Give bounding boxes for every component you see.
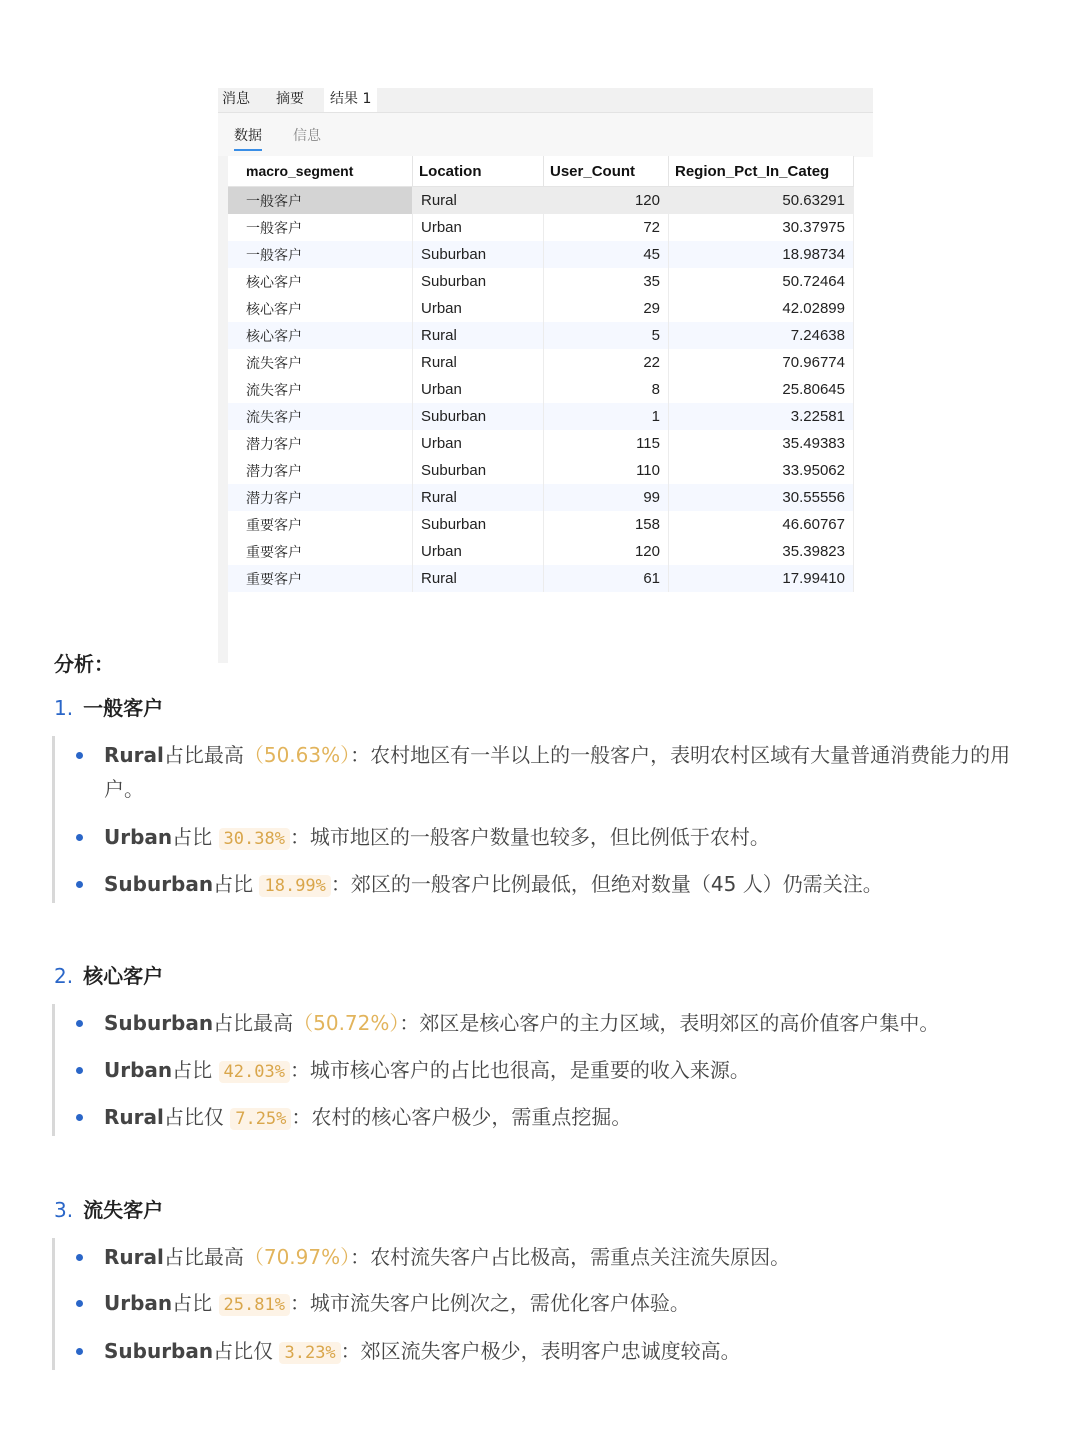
cell-segment[interactable]: 一般客户 [228, 241, 413, 268]
cell-user-count[interactable]: 120 [544, 187, 669, 215]
percent-value: （50.72%） [293, 1011, 400, 1035]
bullet-icon [76, 1114, 83, 1121]
cell-region-pct[interactable]: 33.95062 [669, 457, 854, 484]
cell-region-pct[interactable]: 7.24638 [669, 322, 854, 349]
lead-text: 占比仅 [213, 1339, 274, 1363]
description-text: ：城市流失客户比例次之，需优化客户体验。 [289, 1291, 690, 1315]
percent-value: 42.03% [219, 1061, 290, 1083]
bullet-icon [76, 1254, 83, 1261]
cell-region-pct[interactable]: 3.22581 [669, 403, 854, 430]
row-header-strip [218, 156, 228, 663]
cell-location[interactable]: Rural [413, 322, 544, 349]
description-text: ：农村的核心客户极少，需重点挖掘。 [291, 1105, 632, 1129]
table-row[interactable] [228, 214, 854, 241]
cell-segment[interactable]: 一般客户 [228, 214, 413, 241]
cell-location[interactable]: Suburban [413, 511, 544, 538]
cell-segment[interactable]: 潜力客户 [228, 484, 413, 511]
cell-region-pct[interactable]: 18.98734 [669, 241, 854, 268]
cell-segment[interactable]: 流失客户 [228, 403, 413, 430]
bullet-icon [76, 1020, 83, 1027]
table-row[interactable] [228, 349, 854, 376]
cell-user-count[interactable]: 35 [544, 268, 669, 295]
column-header-user-count[interactable]: User_Count [544, 156, 669, 187]
cell-user-count[interactable]: 5 [544, 322, 669, 349]
grid-header-row [228, 156, 854, 187]
cell-region-pct[interactable]: 30.37975 [669, 214, 854, 241]
section-title: 流失客户 [83, 1198, 164, 1222]
cell-user-count[interactable]: 110 [544, 457, 669, 484]
lead-text: 占比 [213, 872, 254, 896]
percent-value: 7.25% [230, 1108, 291, 1130]
cell-segment[interactable]: 流失客户 [228, 376, 413, 403]
bullet-icon [76, 1067, 83, 1074]
cell-region-pct[interactable]: 35.49383 [669, 430, 854, 457]
table-row[interactable] [228, 565, 854, 592]
location-label: Rural [104, 1245, 164, 1269]
location-label: Suburban [104, 1011, 214, 1035]
cell-region-pct[interactable]: 42.02899 [669, 295, 854, 322]
cell-region-pct[interactable]: 50.63291 [669, 187, 854, 215]
list-item [76, 820, 1026, 856]
section-number: 2. [54, 964, 74, 988]
description-text: ：农村地区有一半以上的一般客户，表明农村区域有大量普通消费能力的用户。 [104, 743, 1011, 801]
cell-region-pct[interactable]: 50.72464 [669, 268, 854, 295]
table-row[interactable] [228, 457, 854, 484]
bullet-icon [76, 881, 83, 888]
column-header-location[interactable]: Location [413, 156, 544, 187]
location-label: Suburban [104, 1339, 214, 1363]
description-text: ：郊区流失客户极少，表明客户忠诚度较高。 [340, 1339, 741, 1363]
cell-location[interactable]: Suburban [413, 457, 544, 484]
cell-region-pct[interactable]: 30.55556 [669, 484, 854, 511]
cell-segment[interactable]: 核心客户 [228, 322, 413, 349]
description-text: ：农村流失客户占比极高，需重点关注流失原因。 [350, 1245, 791, 1269]
description-text: ：城市核心客户的占比也很高，是重要的收入来源。 [289, 1058, 750, 1082]
column-header-macro-segment[interactable]: macro_segment [228, 156, 413, 187]
percent-value: 18.99% [259, 875, 330, 897]
cell-location[interactable]: Urban [413, 430, 544, 457]
cell-segment[interactable]: 流失客户 [228, 349, 413, 376]
table-row[interactable] [228, 538, 854, 565]
lead-text: 占比最高 [163, 743, 244, 767]
cell-region-pct[interactable]: 35.39823 [669, 538, 854, 565]
cell-region-pct[interactable]: 17.99410 [669, 565, 854, 592]
cell-region-pct[interactable]: 70.96774 [669, 349, 854, 376]
cell-region-pct[interactable]: 25.80645 [669, 376, 854, 403]
location-label: Rural [104, 1105, 164, 1129]
blockquote-bar [52, 736, 55, 903]
location-label: Suburban [104, 872, 214, 896]
cell-location[interactable]: Rural [413, 187, 544, 215]
cell-segment[interactable]: 重要客户 [228, 538, 413, 565]
percent-value: （50.63%） [243, 743, 351, 767]
list-item [76, 1100, 1026, 1136]
lead-text: 占比最高 [213, 1011, 294, 1035]
table-row[interactable] [228, 511, 854, 538]
section-title: 核心客户 [83, 964, 164, 988]
column-header-region-pct[interactable]: Region_Pct_In_Categ [669, 156, 854, 187]
section-heading [54, 1194, 163, 1223]
lead-text: 占比仅 [163, 1105, 224, 1129]
cell-location[interactable]: Urban [413, 376, 544, 403]
tab-summary[interactable]: 摘要 [276, 91, 304, 107]
lead-text: 占比 [172, 1058, 213, 1082]
table-row[interactable] [228, 187, 854, 215]
section-heading [54, 692, 163, 721]
cell-user-count[interactable]: 120 [544, 538, 669, 565]
subtab-info[interactable]: 信息 [293, 128, 321, 144]
description-text: ：郊区的一般客户比例最低，但绝对数量（45 人）仍需关注。 [330, 872, 883, 896]
cell-segment[interactable]: 一般客户 [228, 187, 413, 215]
table-row[interactable] [228, 403, 854, 430]
table-row[interactable] [228, 376, 854, 403]
cell-segment[interactable]: 重要客户 [228, 511, 413, 538]
cell-segment[interactable]: 核心客户 [228, 268, 413, 295]
cell-location[interactable]: Urban [413, 538, 544, 565]
bullet-icon [76, 1300, 83, 1307]
list-item [76, 1053, 1026, 1089]
location-label: Rural [104, 743, 164, 767]
section-number: 1. [54, 696, 74, 720]
list-item [76, 867, 1026, 903]
percent-value: 3.23% [279, 1342, 340, 1364]
tab-messages[interactable]: 消息 [222, 91, 250, 107]
cell-location[interactable]: Suburban [413, 268, 544, 295]
cell-user-count[interactable]: 72 [544, 214, 669, 241]
cell-user-count[interactable]: 8 [544, 376, 669, 403]
cell-user-count[interactable]: 115 [544, 430, 669, 457]
cell-user-count[interactable]: 61 [544, 565, 669, 592]
cell-location[interactable]: Suburban [413, 403, 544, 430]
result-grid [228, 156, 854, 592]
cell-location[interactable]: Suburban [413, 241, 544, 268]
location-label: Urban [104, 1058, 173, 1082]
tab-result-1[interactable]: 结果 1 [324, 88, 377, 112]
list-item [76, 1286, 1026, 1322]
description-text: ：郊区是核心客户的主力区域，表明郊区的高价值客户集中。 [399, 1011, 940, 1035]
lead-text: 占比 [172, 825, 213, 849]
cell-user-count[interactable]: 45 [544, 241, 669, 268]
percent-value: （70.97%） [243, 1245, 351, 1269]
cell-location[interactable]: Rural [413, 565, 544, 592]
cell-segment[interactable]: 潜力客户 [228, 457, 413, 484]
blockquote-bar [52, 1238, 55, 1370]
description-text: ：城市地区的一般客户数量也较多，但比例低于农村。 [289, 825, 770, 849]
cell-location[interactable]: Urban [413, 214, 544, 241]
location-label: Urban [104, 1291, 173, 1315]
bullet-icon [76, 1348, 83, 1355]
cell-location[interactable]: Rural [413, 484, 544, 511]
location-label: Urban [104, 825, 173, 849]
cell-location[interactable]: Urban [413, 295, 544, 322]
table-row[interactable] [228, 268, 854, 295]
cell-region-pct[interactable]: 46.60767 [669, 511, 854, 538]
lead-text: 占比 [172, 1291, 213, 1315]
cell-user-count[interactable]: 158 [544, 511, 669, 538]
table-row[interactable] [228, 484, 854, 511]
bullet-icon [76, 834, 83, 841]
section-title: 一般客户 [83, 696, 164, 720]
analysis-title: 分析： [54, 652, 114, 676]
query-result-panel [218, 88, 873, 608]
blockquote-bar [52, 1004, 55, 1136]
cell-user-count[interactable]: 1 [544, 403, 669, 430]
cell-segment[interactable]: 重要客户 [228, 565, 413, 592]
list-item [76, 1006, 1026, 1040]
table-row[interactable] [228, 295, 854, 322]
table-row[interactable] [228, 322, 854, 349]
percent-value: 25.81% [219, 1294, 290, 1316]
cell-segment[interactable]: 潜力客户 [228, 430, 413, 457]
table-row[interactable] [228, 430, 854, 457]
table-row[interactable] [228, 241, 854, 268]
list-item [76, 738, 1026, 806]
cell-segment[interactable]: 核心客户 [228, 295, 413, 322]
subtab-data[interactable]: 数据 [234, 125, 262, 151]
percent-value: 30.38% [219, 828, 290, 850]
section-heading [54, 960, 163, 989]
list-item [76, 1334, 1026, 1370]
lead-text: 占比最高 [163, 1245, 244, 1269]
section-number: 3. [54, 1198, 74, 1222]
cell-user-count[interactable]: 22 [544, 349, 669, 376]
cell-user-count[interactable]: 29 [544, 295, 669, 322]
result-subtabs [218, 113, 873, 157]
cell-location[interactable]: Rural [413, 349, 544, 376]
result-tabs [218, 88, 873, 113]
cell-user-count[interactable]: 99 [544, 484, 669, 511]
list-item [76, 1240, 1026, 1274]
bullet-icon [76, 752, 83, 759]
